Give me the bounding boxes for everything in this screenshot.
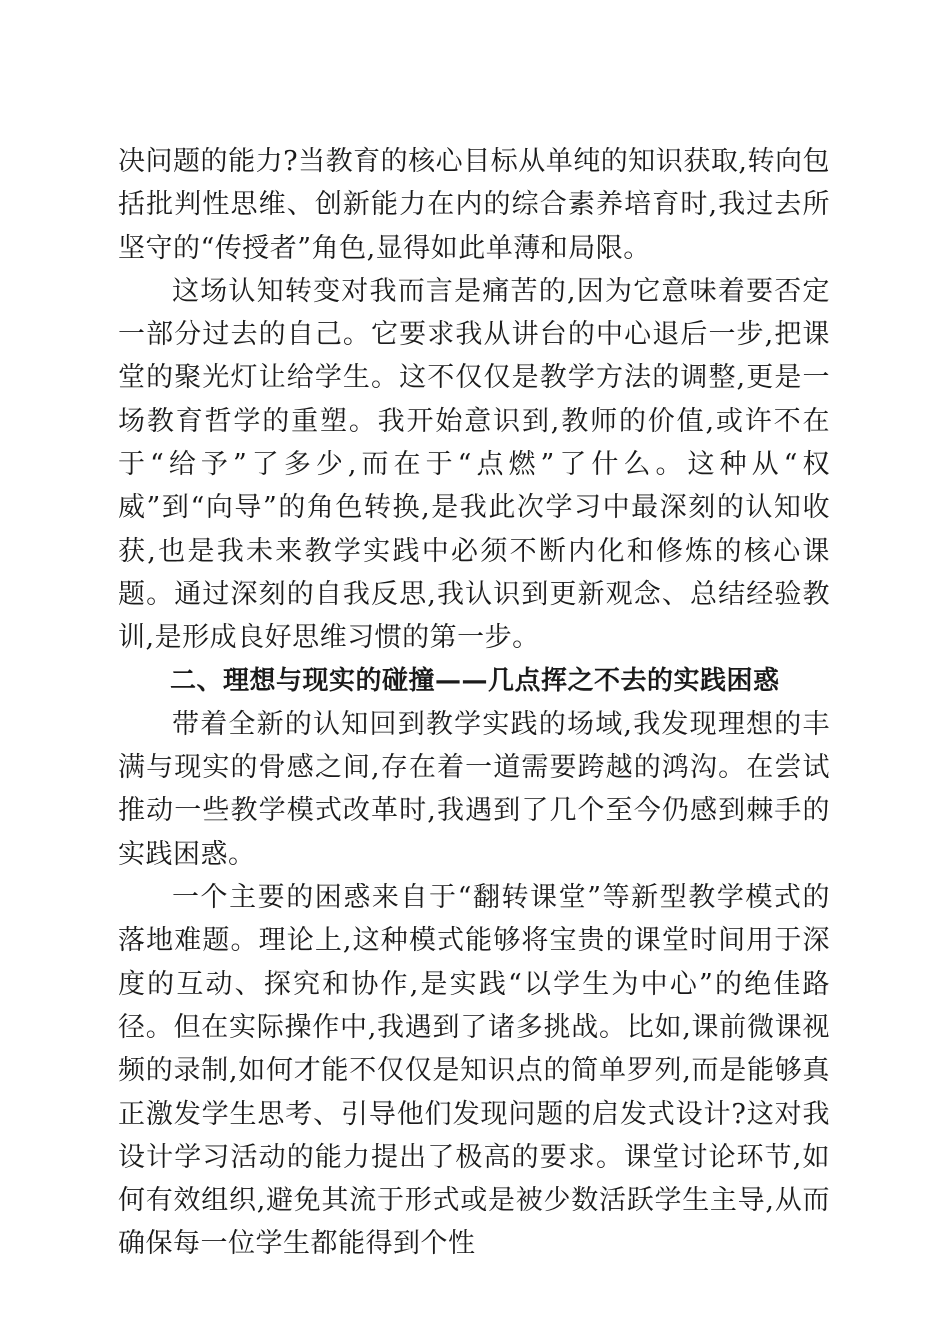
paragraph-cognitive-shift: 这场认知转变对我而言是痛苦的,因为它意味着要否定一部分过去的自己。它要求我从讲台的中心退后一步,把课堂的聚光灯让给学生。这不仅仅是教学方法的调整,更是一场教育哲学的重塑。我开始意识到,教师的价值,或许不在于“给予”了多少,而在于“点燃”了什么。这种从“权威”到“向导”的角色转换,是我此次学习中最深刻的认知收获,也是我未来教学实践中必须不断内化和修炼的核心课题。通过深刻的自我反思,我认识到更新观念、总结经验教训,是形成良好思维习惯的第一步。: [118, 275, 830, 654]
paragraph-practice-gap: 带着全新的认知回到教学实践的场域,我发现理想的丰满与现实的骨感之间,存在着一道需要跨越的鸿沟。在尝试推动一些教学模式改革时,我遇到了几个至今仍感到棘手的实践困惑。: [118, 708, 830, 870]
section-heading-2: 二、理想与现实的碰撞——几点挥之不去的实践困惑: [170, 665, 780, 696]
document-body: [118, 140, 830, 1266]
paragraph-continued: 决问题的能力?当教育的核心目标从单纯的知识获取,转向包括批判性思维、创新能力在内的综合素养培育时,我过去所坚守的“传授者”角色,显得如此单薄和局限。: [118, 146, 830, 264]
paragraph-flipped-classroom: 一个主要的困惑来自于“翻转课堂”等新型教学模式的落地难题。理论上,这种模式能够将宝贵的课堂时间用于深度的互动、探究和协作,是实践“以学生为中心”的绝佳路径。但在实际操作中,我遇到了诸多挑战。比如,课前微课视频的录制,如何才能不仅仅是知识点的简单罗列,而是能够真正激发学生思考、引导他们发现问题的启发式设计?这对我设计学习活动的能力提出了极高的要求。课堂讨论环节,如何有效组织,避免其流于形式或是被少数活跃学生主导,从而确保每一位学生都能得到个性: [118, 882, 830, 1260]
